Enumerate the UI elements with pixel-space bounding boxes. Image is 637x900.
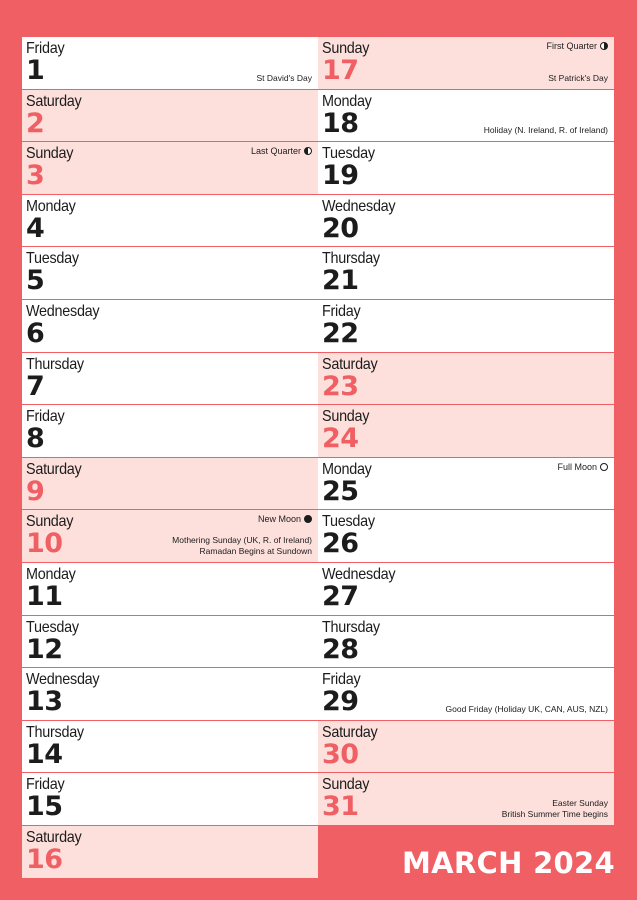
day-name: Monday	[26, 565, 76, 583]
day-number: 10	[26, 528, 63, 560]
new-moon-icon	[304, 515, 312, 523]
day-name: Friday	[26, 40, 65, 57]
day-name: Saturday	[322, 355, 378, 373]
day-cell[interactable]	[22, 142, 318, 195]
day-events	[172, 535, 312, 557]
day-name: Wednesday	[26, 671, 100, 689]
day-number: 5	[26, 265, 45, 297]
day-number: 24	[322, 423, 359, 455]
day-cell[interactable]	[22, 668, 318, 721]
day-name: Tuesday	[26, 250, 79, 268]
day-number: 18	[322, 107, 359, 139]
day-number: 3	[26, 160, 45, 192]
day-cell[interactable]	[22, 90, 318, 143]
day-name: Friday	[26, 776, 65, 794]
day-cell[interactable]	[22, 353, 318, 406]
day-events	[502, 798, 608, 820]
day-name: Tuesday	[26, 618, 79, 636]
day-number: 11	[26, 580, 63, 612]
day-cell[interactable]	[318, 616, 614, 669]
day-cell[interactable]	[22, 616, 318, 669]
day-name: Thursday	[26, 723, 84, 741]
day-cell[interactable]	[22, 458, 318, 511]
day-name: Wednesday	[322, 197, 396, 215]
day-cell[interactable]	[22, 826, 318, 879]
event-label: Mothering Sunday (UK, R. of Ireland)	[172, 534, 312, 545]
day-cell[interactable]	[318, 668, 614, 721]
day-cell[interactable]	[318, 37, 614, 90]
day-name: Sunday	[322, 408, 370, 426]
day-number: 31	[322, 791, 359, 823]
day-cell[interactable]	[318, 90, 614, 143]
day-number: 20	[322, 212, 359, 244]
moon-phase-label: Full Moon	[557, 461, 597, 472]
event-label: St David's Day	[256, 72, 312, 83]
calendar-column-right	[318, 37, 614, 826]
day-cell[interactable]	[22, 563, 318, 616]
day-number: 15	[26, 791, 63, 823]
day-number: 27	[322, 580, 359, 612]
event-label: Ramadan Begins at Sundown	[199, 545, 312, 556]
moon-phase	[251, 146, 312, 156]
day-number: 12	[26, 633, 63, 665]
day-name: Tuesday	[322, 513, 375, 531]
day-name: Saturday	[322, 723, 378, 741]
moon-phase	[557, 462, 608, 472]
day-number: 14	[26, 738, 63, 770]
event-label: Good Friday (Holiday UK, CAN, AUS, NZL)	[445, 703, 608, 714]
day-number: 4	[26, 212, 45, 244]
day-name: Saturday	[26, 92, 82, 110]
day-number: 8	[26, 423, 45, 455]
day-name: Monday	[322, 460, 372, 478]
day-cell[interactable]	[318, 773, 614, 826]
first-moon-icon	[600, 42, 608, 50]
day-name: Friday	[26, 408, 65, 426]
day-cell[interactable]	[22, 300, 318, 353]
event-label: Holiday (N. Ireland, R. of Ireland)	[483, 125, 608, 136]
day-name: Friday	[322, 671, 361, 689]
day-cell[interactable]	[22, 247, 318, 300]
day-number: 21	[322, 265, 359, 297]
day-cell[interactable]	[22, 37, 318, 90]
day-number: 29	[322, 686, 359, 718]
day-name: Sunday	[26, 145, 74, 163]
day-cell[interactable]	[318, 458, 614, 511]
day-name: Sunday	[26, 513, 74, 531]
day-events	[484, 125, 608, 136]
day-name: Friday	[322, 302, 361, 320]
day-events	[257, 73, 312, 84]
moon-phase	[546, 41, 608, 51]
day-cell[interactable]	[318, 510, 614, 563]
moon-phase-label: First Quarter	[546, 41, 597, 51]
month-title: MARCH 2024	[402, 846, 615, 880]
day-number: 26	[322, 528, 359, 560]
day-number: 9	[26, 475, 45, 507]
day-number: 7	[26, 370, 45, 402]
day-name: Thursday	[26, 355, 84, 373]
day-number: 1	[26, 55, 45, 86]
day-name: Saturday	[26, 828, 82, 846]
moon-phase	[258, 514, 312, 524]
day-number: 17	[322, 55, 359, 86]
day-number: 25	[322, 475, 359, 507]
day-cell[interactable]	[318, 195, 614, 248]
day-cell[interactable]	[22, 510, 318, 563]
day-cell[interactable]	[318, 405, 614, 458]
calendar-column-left	[22, 37, 318, 879]
event-label: Easter Sunday	[552, 797, 608, 808]
day-name: Saturday	[26, 460, 82, 478]
day-events	[446, 704, 609, 715]
day-cell[interactable]	[22, 405, 318, 458]
day-events	[548, 73, 608, 84]
day-name: Monday	[26, 197, 76, 215]
full-moon-icon	[600, 463, 608, 471]
day-name: Wednesday	[26, 302, 100, 320]
day-name: Sunday	[322, 40, 370, 57]
event-label: British Summer Time begins	[501, 808, 608, 819]
day-cell[interactable]	[318, 563, 614, 616]
day-name: Monday	[322, 92, 372, 110]
day-number: 30	[322, 738, 359, 770]
day-cell[interactable]	[318, 300, 614, 353]
day-cell[interactable]	[318, 721, 614, 774]
day-name: Tuesday	[322, 145, 375, 163]
day-cell[interactable]	[318, 247, 614, 300]
moon-phase-label: Last Quarter	[250, 146, 301, 157]
day-name: Thursday	[322, 250, 380, 268]
day-number: 13	[26, 686, 63, 718]
day-number: 16	[26, 843, 63, 875]
day-number: 23	[322, 370, 359, 402]
day-cell[interactable]	[318, 353, 614, 406]
day-number: 28	[322, 633, 359, 665]
day-number: 6	[26, 317, 45, 349]
day-cell[interactable]	[22, 773, 318, 826]
day-number: 2	[26, 107, 45, 139]
day-cell[interactable]	[22, 721, 318, 774]
day-name: Wednesday	[322, 565, 396, 583]
day-number: 22	[322, 317, 359, 349]
moon-phase-label: New Moon	[257, 514, 301, 525]
day-number: 19	[322, 160, 359, 192]
day-cell[interactable]	[318, 142, 614, 195]
last-moon-icon	[304, 147, 312, 155]
day-cell[interactable]	[22, 195, 318, 248]
event-label: St Patrick's Day	[548, 72, 608, 83]
day-name: Sunday	[322, 776, 370, 794]
day-name: Thursday	[322, 618, 380, 636]
